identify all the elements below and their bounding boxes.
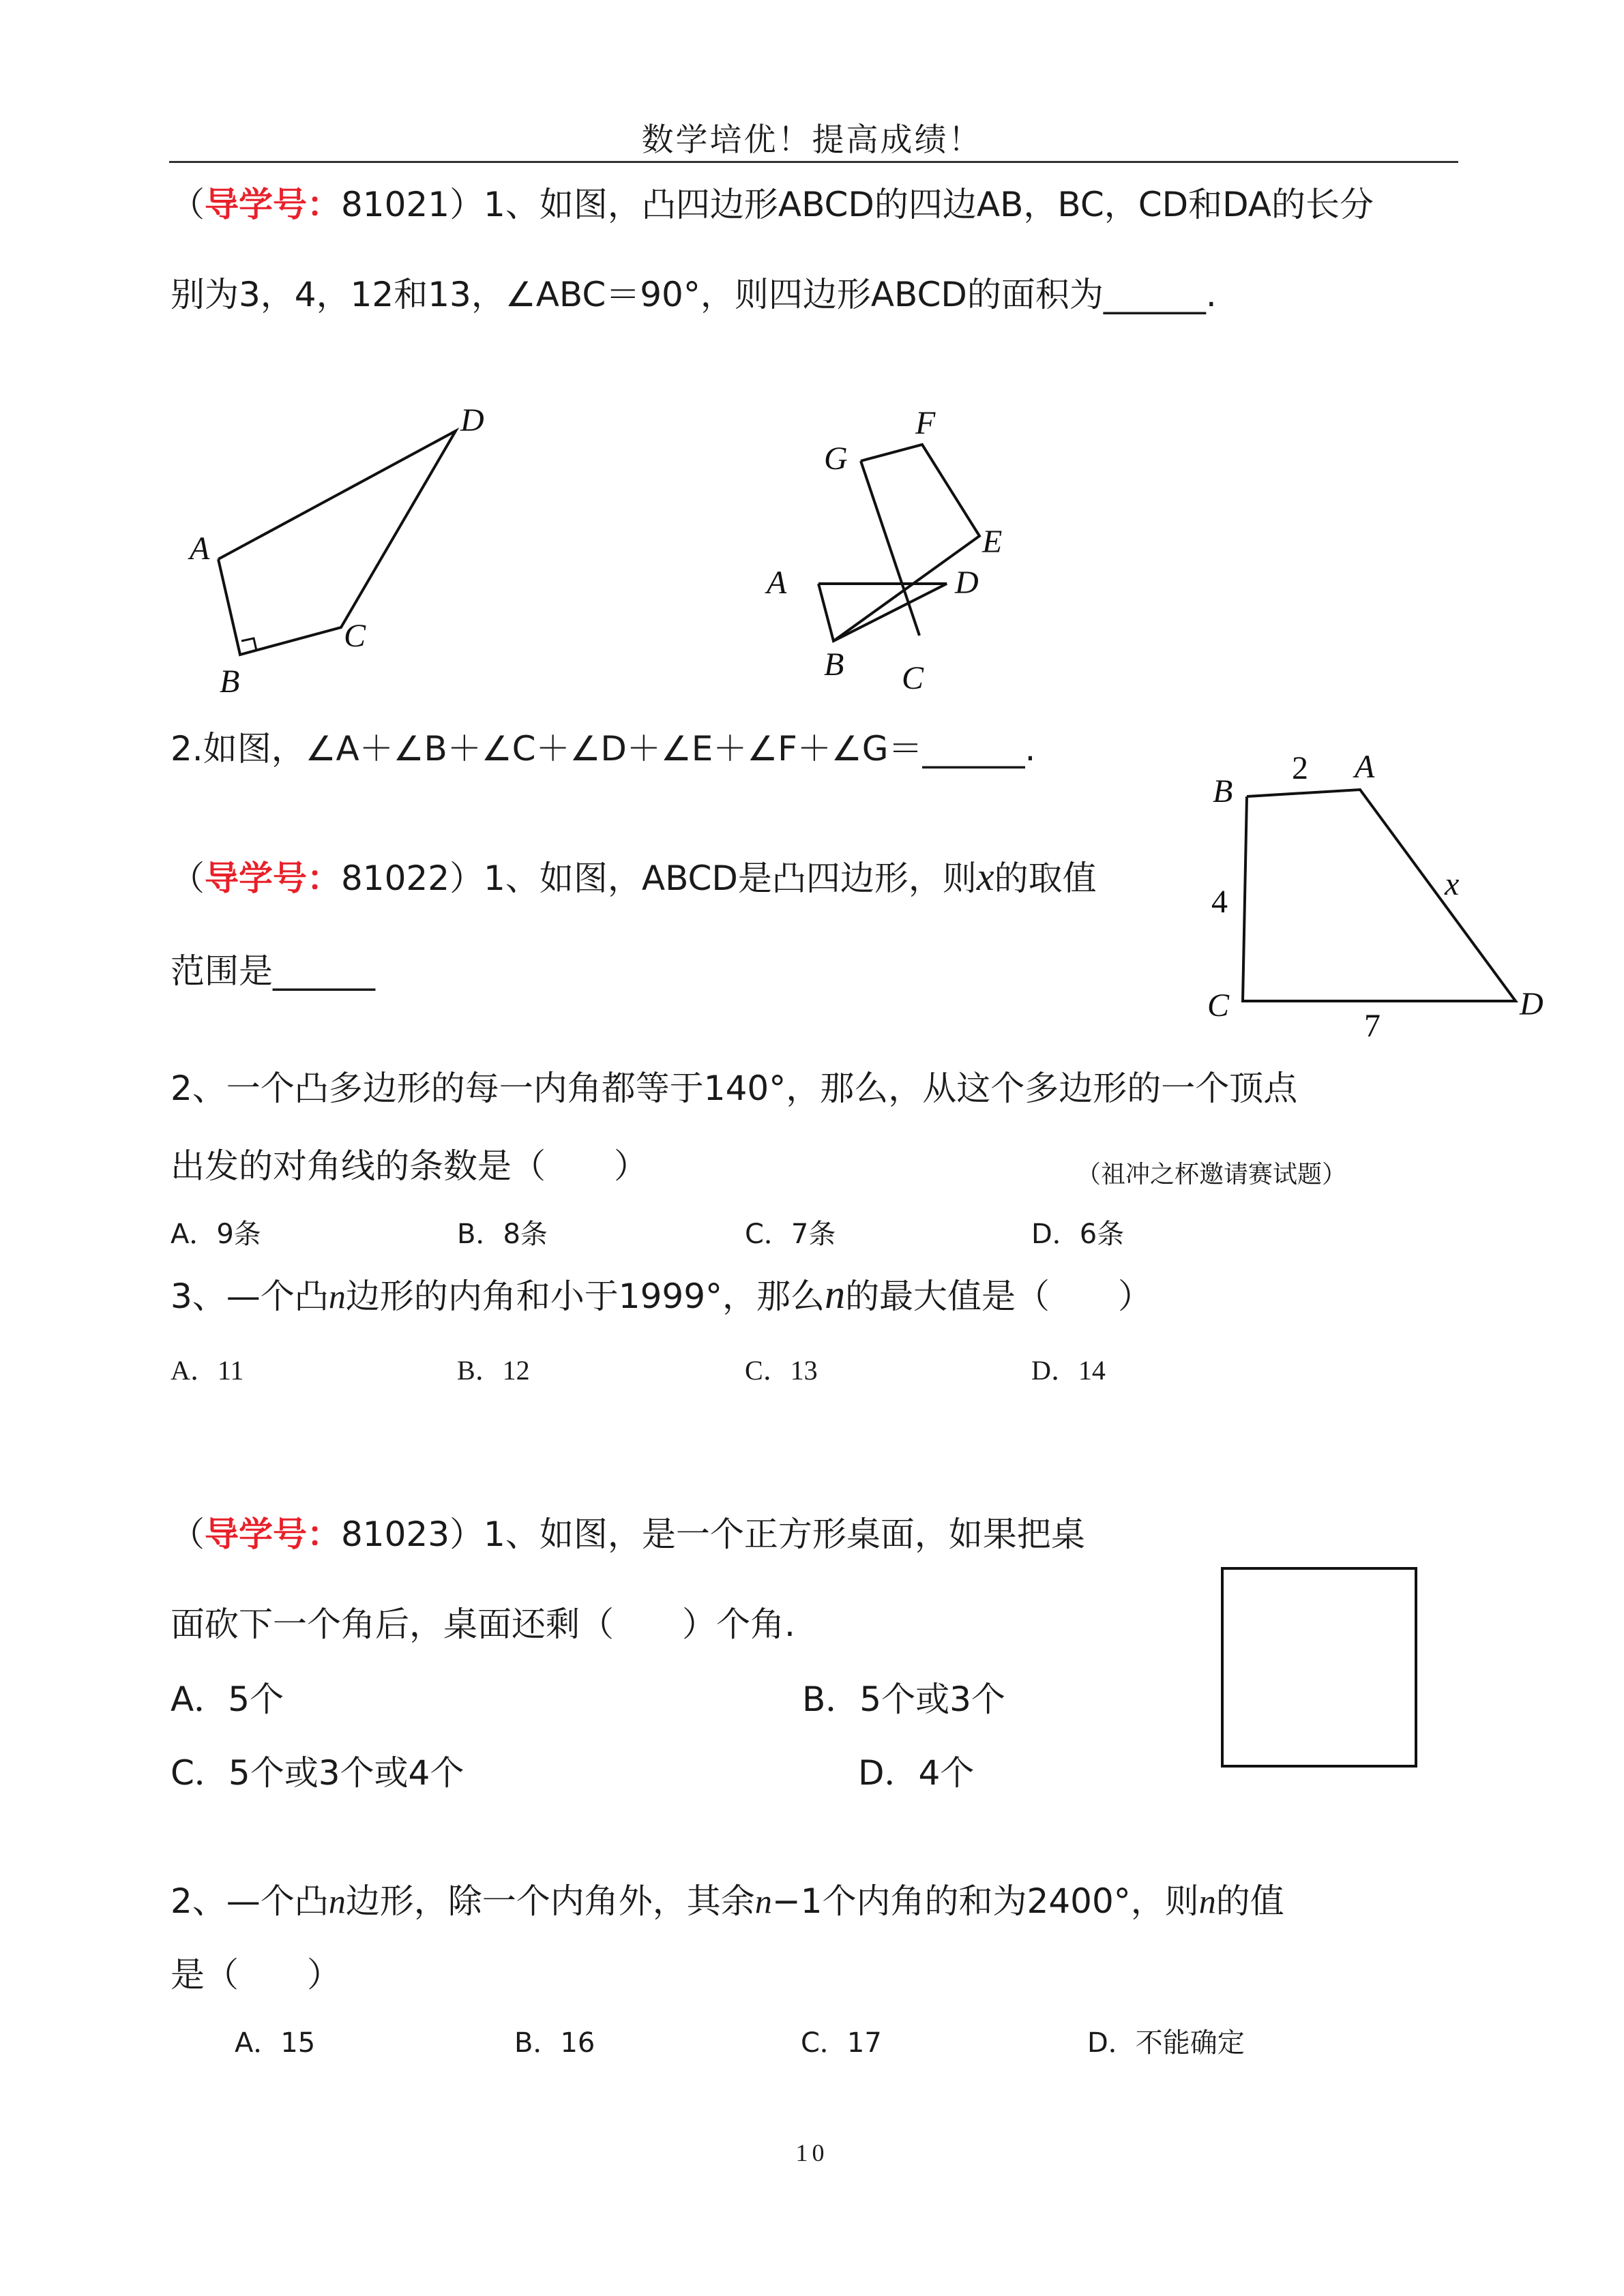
figure-quadrilateral-abcd <box>177 396 532 709</box>
q81021-part2: 2.如图，∠A＋∠B＋∠C＋∠D＋∠E＋∠F＋∠G＝______. <box>171 729 1036 769</box>
tag-number: 81023 <box>341 1515 450 1554</box>
side-ad-length: x <box>1445 866 1460 902</box>
q81022-p3-mid: 边形的内角和小于1999°，那么 <box>345 1277 825 1316</box>
q81022-text1: ）1、如图，ABCD是凸四边形，则 <box>449 859 977 898</box>
variable-n: n <box>825 1272 846 1317</box>
side-bc-length: 4 <box>1211 884 1228 920</box>
q81023-p2-mid2: −1个内角的和为2400°，则 <box>771 1881 1199 1921</box>
tag-number: 81022 <box>341 859 450 898</box>
path-g-f-e-b <box>833 445 979 641</box>
variable-n: n <box>754 1882 772 1920</box>
tag-label: 导学号： <box>205 185 341 224</box>
label-c: C <box>902 660 924 696</box>
option-b: B．12 <box>457 1355 530 1386</box>
q81021-text1: ）1、如图，凸四边形ABCD的四边AB，BC，CD和DA的长分 <box>449 185 1374 224</box>
q81022-p3-end: 的最大值是（ ） <box>845 1277 1153 1316</box>
option-c: C．13 <box>745 1355 818 1386</box>
square-table-figure <box>1221 1567 1417 1768</box>
q81023-p2-pre: 2、—个凸 <box>171 1881 329 1921</box>
option-d: D．14 <box>1031 1355 1106 1386</box>
label-a: A <box>190 531 210 567</box>
label-d: D <box>955 565 979 601</box>
tag-number: 81021 <box>341 185 450 224</box>
tag-label: 导学号： <box>205 859 341 898</box>
q81021-line1: （导学号：81021）1、如图，凸四边形ABCD的四边AB，BC，CD和DA的长分 <box>171 185 1374 224</box>
option-b: B．16 <box>514 2027 595 2059</box>
header-rule <box>169 161 1458 163</box>
q81023-line1: （导学号：81023）1、如图，是一个正方形桌面，如果把桌 <box>171 1515 1085 1554</box>
q81023-line2: 面砍下一个角后，桌面还剩（ ）个角. <box>171 1605 795 1644</box>
option-c: C．5个或3个或4个 <box>171 1753 464 1793</box>
variable-n: n <box>1198 1882 1216 1920</box>
side-cd-length: 7 <box>1364 1008 1381 1043</box>
label-e: E <box>982 524 1003 560</box>
triangle-abd <box>818 584 947 641</box>
figure-quadrilateral-x <box>1200 743 1555 1043</box>
q81023-text1: ）1、如图，是一个正方形桌面，如果把桌 <box>449 1515 1085 1554</box>
option-a: A．5个 <box>171 1680 284 1719</box>
option-b: B．8条 <box>457 1219 548 1250</box>
option-d: D．4个 <box>858 1753 975 1793</box>
q81023-part2-line1 <box>171 1881 1284 1922</box>
page-number: 10 <box>795 2139 829 2166</box>
figure-angles-a-to-g <box>750 389 1078 709</box>
label-c: C <box>344 618 366 654</box>
q81022-text1-end: 的取值 <box>994 859 1097 898</box>
label-b: B <box>1213 773 1233 809</box>
q81022-p3-pre: 3、—个凸 <box>171 1277 329 1316</box>
label-g: G <box>824 441 848 477</box>
quad-outline <box>218 431 456 655</box>
option-a: A．11 <box>171 1355 244 1386</box>
q81022-part3 <box>171 1274 1152 1317</box>
label-d: D <box>460 402 484 438</box>
label-d: D <box>1520 986 1544 1022</box>
q81022-part2-line1: 2、一个凸多边形的每一内角都等于140°，那么，从这个多边形的一个顶点 <box>171 1069 1298 1108</box>
tag-label: 导学号： <box>205 1515 341 1554</box>
variable-n: n <box>328 1277 346 1315</box>
label-a: A <box>767 565 787 601</box>
quad-outline <box>1243 790 1516 1001</box>
option-a: A．15 <box>235 2027 316 2059</box>
option-c: C．17 <box>801 2027 882 2059</box>
label-b: B <box>824 646 844 683</box>
label-f: F <box>915 405 936 441</box>
q81022-part2-line2: 出发的对角线的条数是（ ） <box>171 1146 648 1186</box>
q81022-line1: （导学号：81022）1、如图，ABCD是凸四边形，则x的取值 <box>171 854 1097 899</box>
variable-x: x <box>976 854 994 899</box>
label-b: B <box>220 664 240 700</box>
q81023-part2-line2: 是（ ） <box>171 1955 341 1995</box>
variable-n: n <box>328 1882 346 1920</box>
segment-gc <box>861 461 919 636</box>
right-angle-mark <box>241 638 256 651</box>
option-d: D．不能确定 <box>1087 2027 1245 2059</box>
q81023-p2-end: 的值 <box>1215 1881 1284 1921</box>
label-c: C <box>1207 987 1230 1024</box>
label-a: A <box>1355 749 1375 785</box>
q81023-p2-mid: 边形，除一个内角外，其余 <box>345 1881 755 1921</box>
q81021-line2: 别为3，4，12和13，∠ABC＝90°，则四边形ABCD的面积为______. <box>171 275 1217 314</box>
option-c: C．7条 <box>745 1219 836 1250</box>
page-header: 数学培优！提高成绩！ <box>641 121 983 159</box>
option-a: A．9条 <box>171 1219 261 1250</box>
option-d: D．6条 <box>1031 1219 1125 1250</box>
side-ab-length: 2 <box>1292 750 1308 786</box>
option-b: B．5个或3个 <box>802 1680 1005 1719</box>
source-note: （祖冲之杯邀请赛试题） <box>1076 1161 1347 1189</box>
q81022-line2: 范围是______ <box>171 951 375 991</box>
